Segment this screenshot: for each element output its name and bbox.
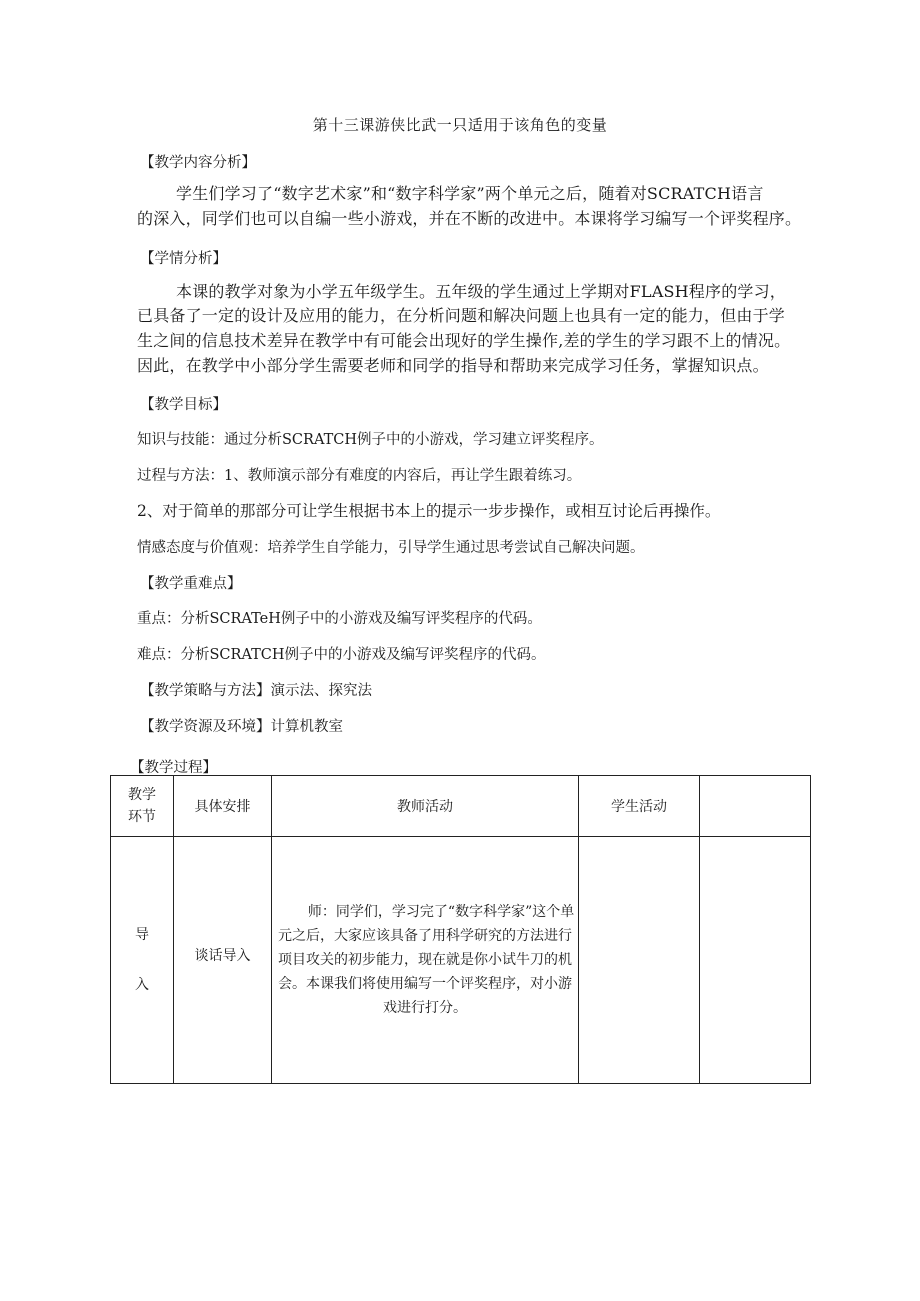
- objective-knowledge: 知识与技能：通过分析SCRATCH例子中的小游戏，学习建立评奖程序。: [137, 432, 604, 448]
- header-stage-line-2: 环节: [128, 809, 156, 825]
- objective-process: 过程与方法：1、教师演示部分有难度的内容后，再让学生跟着练习。: [137, 468, 582, 484]
- header-arrangement: 具体安排: [174, 776, 272, 837]
- table-header-row: [111, 776, 811, 837]
- learner-analysis-line-1: 本课的教学对象为小学五年级学生。五年级的学生通过上学期对FLASH程序的学习，: [176, 282, 786, 301]
- heading-content-analysis: 【教学内容分析】: [140, 155, 256, 171]
- row-arrangement: 谈话导入: [174, 837, 272, 1084]
- key-point: 重点：分析SCRATeH例子中的小游戏及编写评奖程序的代码。: [137, 611, 542, 627]
- teacher-activity-text: 师：同学们，学习完了“数字科学家”这个单元之后，大家应该具备了用科学研究的方法进行项目攻关的初步能力，现在就是你小试牛刀的机会。本课我们将使用编写一个评奖程序，对小游戏进行打分。: [278, 904, 575, 1016]
- table-row: [111, 837, 811, 1084]
- heading-process: 【教学过程】: [130, 760, 217, 776]
- row-stage: [111, 837, 174, 1084]
- header-stage-line-1: 教学: [128, 787, 156, 803]
- content-analysis-line-2: 的深入，同学们也可以自编一些小游戏，并在不断的改进中。本课将学习编写一个评奖程序。: [137, 209, 802, 228]
- objective-process-2: 2、对于简单的那部分可让学生根据书本上的提示一步步操作，或相互讨论后再操作。: [137, 502, 721, 520]
- heading-objectives: 【教学目标】: [140, 397, 227, 413]
- page-title: 第十三课游侠比武一只适用于该角色的变量: [312, 116, 608, 134]
- difficult-point: 难点：分析SCRATCH例子中的小游戏及编写评奖程序的代码。: [137, 647, 546, 663]
- row-student-activity: [579, 837, 700, 1084]
- learner-analysis-line-3: 生之间的信息技术差异在教学中有可能会出现好的学生操作,差的学生的学习跟不上的情况。: [137, 331, 791, 350]
- learner-analysis-line-2: 已具备了一定的设计及应用的能力，在分析问题和解决问题上也具有一定的能力，但由于学: [137, 306, 786, 325]
- row-stage-line-2: 入: [135, 977, 149, 993]
- header-extra: [700, 776, 811, 837]
- strategy-line: 【教学策略与方法】演示法、探究法: [140, 683, 372, 699]
- heading-learner-analysis: 【学情分析】: [140, 251, 227, 267]
- row-stage-line-1: 导: [135, 927, 149, 943]
- learner-analysis-line-4: 因此，在教学中小部分学生需要老师和同学的指导和帮助来完成学习任务，掌握知识点。: [137, 356, 769, 375]
- teaching-process-table: [110, 775, 811, 1084]
- objective-emotion: 情感态度与价值观：培养学生自学能力，引导学生通过思考尝试自己解决问题。: [137, 540, 645, 556]
- row-teacher-activity: [272, 837, 579, 1084]
- header-student-activity: 学生活动: [579, 776, 700, 837]
- row-extra: [700, 837, 811, 1084]
- header-teacher-activity: 教师活动: [272, 776, 579, 837]
- heading-key-points: 【教学重难点】: [140, 576, 242, 592]
- header-stage: [111, 776, 174, 837]
- content-analysis-line-1: 学生们学习了“数字艺术家”和“数字科学家”两个单元之后，随着对SCRATCH语言: [176, 184, 764, 203]
- resources-line: 【教学资源及环境】计算机教室: [140, 719, 343, 735]
